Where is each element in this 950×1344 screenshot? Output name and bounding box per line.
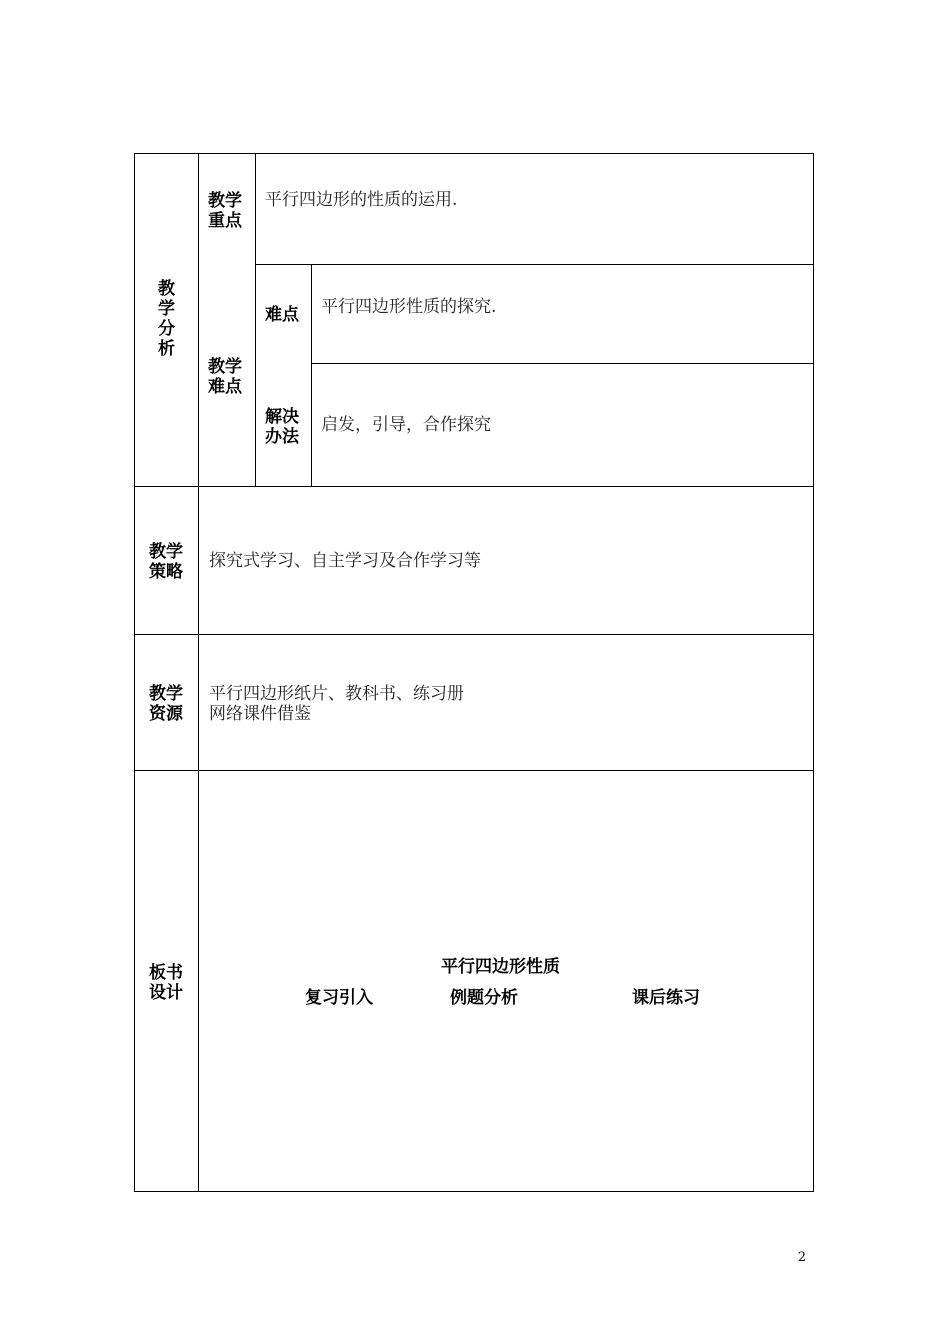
board-title: 平行四边形性质 bbox=[441, 957, 560, 977]
resources-label-line: 教学 bbox=[149, 684, 183, 704]
difficulty-sub-label: 难点 bbox=[265, 305, 299, 325]
difficulty-label-line: 教学 bbox=[208, 357, 242, 377]
difficulty-label bbox=[208, 357, 242, 397]
row-divider-difficulty bbox=[311, 363, 814, 364]
resources-text-line: 平行四边形纸片、教科书、练习册 bbox=[209, 684, 464, 704]
row-divider-key-point bbox=[255, 264, 814, 265]
analysis-label-char: 分 bbox=[158, 319, 175, 339]
board-design-label bbox=[149, 963, 183, 1003]
board-item: 复习引入 bbox=[305, 988, 373, 1008]
analysis-label-char: 教 bbox=[158, 279, 175, 299]
resources-text-line: 网络课件借鉴 bbox=[209, 704, 311, 724]
difficulty-text: 平行四边形性质的探究. bbox=[321, 297, 497, 317]
resources-label-line: 资源 bbox=[149, 704, 183, 724]
table-border-right bbox=[813, 153, 814, 1192]
resources-label bbox=[149, 684, 183, 724]
row-divider-analysis bbox=[134, 486, 814, 487]
strategy-label-line: 策略 bbox=[149, 562, 183, 582]
board-item: 课后练习 bbox=[632, 988, 700, 1008]
key-point-label-line: 教学 bbox=[208, 191, 242, 211]
solution-label bbox=[265, 407, 299, 447]
analysis-label bbox=[158, 279, 175, 359]
solution-label-line: 办法 bbox=[265, 427, 299, 447]
row-divider-resources bbox=[134, 770, 814, 771]
board-item: 例题分析 bbox=[450, 988, 518, 1008]
column-divider-2 bbox=[255, 153, 256, 487]
column-divider-3 bbox=[311, 264, 312, 487]
table-border-left bbox=[134, 153, 135, 1192]
analysis-label-char: 学 bbox=[158, 299, 175, 319]
difficulty-label-line: 难点 bbox=[208, 377, 242, 397]
strategy-label-line: 教学 bbox=[149, 542, 183, 562]
strategy-label bbox=[149, 542, 183, 582]
solution-label-line: 解决 bbox=[265, 407, 299, 427]
table-border-top bbox=[134, 153, 814, 154]
key-point-label-line: 重点 bbox=[208, 211, 242, 231]
table-border-bottom bbox=[134, 1191, 814, 1192]
key-point-label bbox=[208, 191, 242, 231]
analysis-label-char: 析 bbox=[158, 339, 175, 359]
board-design-label-line: 板书 bbox=[149, 963, 183, 983]
row-divider-strategy bbox=[134, 634, 814, 635]
board-design-label-line: 设计 bbox=[149, 983, 183, 1003]
page-number: 2 bbox=[797, 1250, 806, 1265]
key-point-text: 平行四边形的性质的运用. bbox=[265, 190, 458, 210]
strategy-text: 探究式学习、自主学习及合作学习等 bbox=[209, 551, 481, 571]
column-divider-1 bbox=[198, 153, 199, 1192]
solution-text: 启发，引导，合作探究 bbox=[321, 415, 491, 435]
